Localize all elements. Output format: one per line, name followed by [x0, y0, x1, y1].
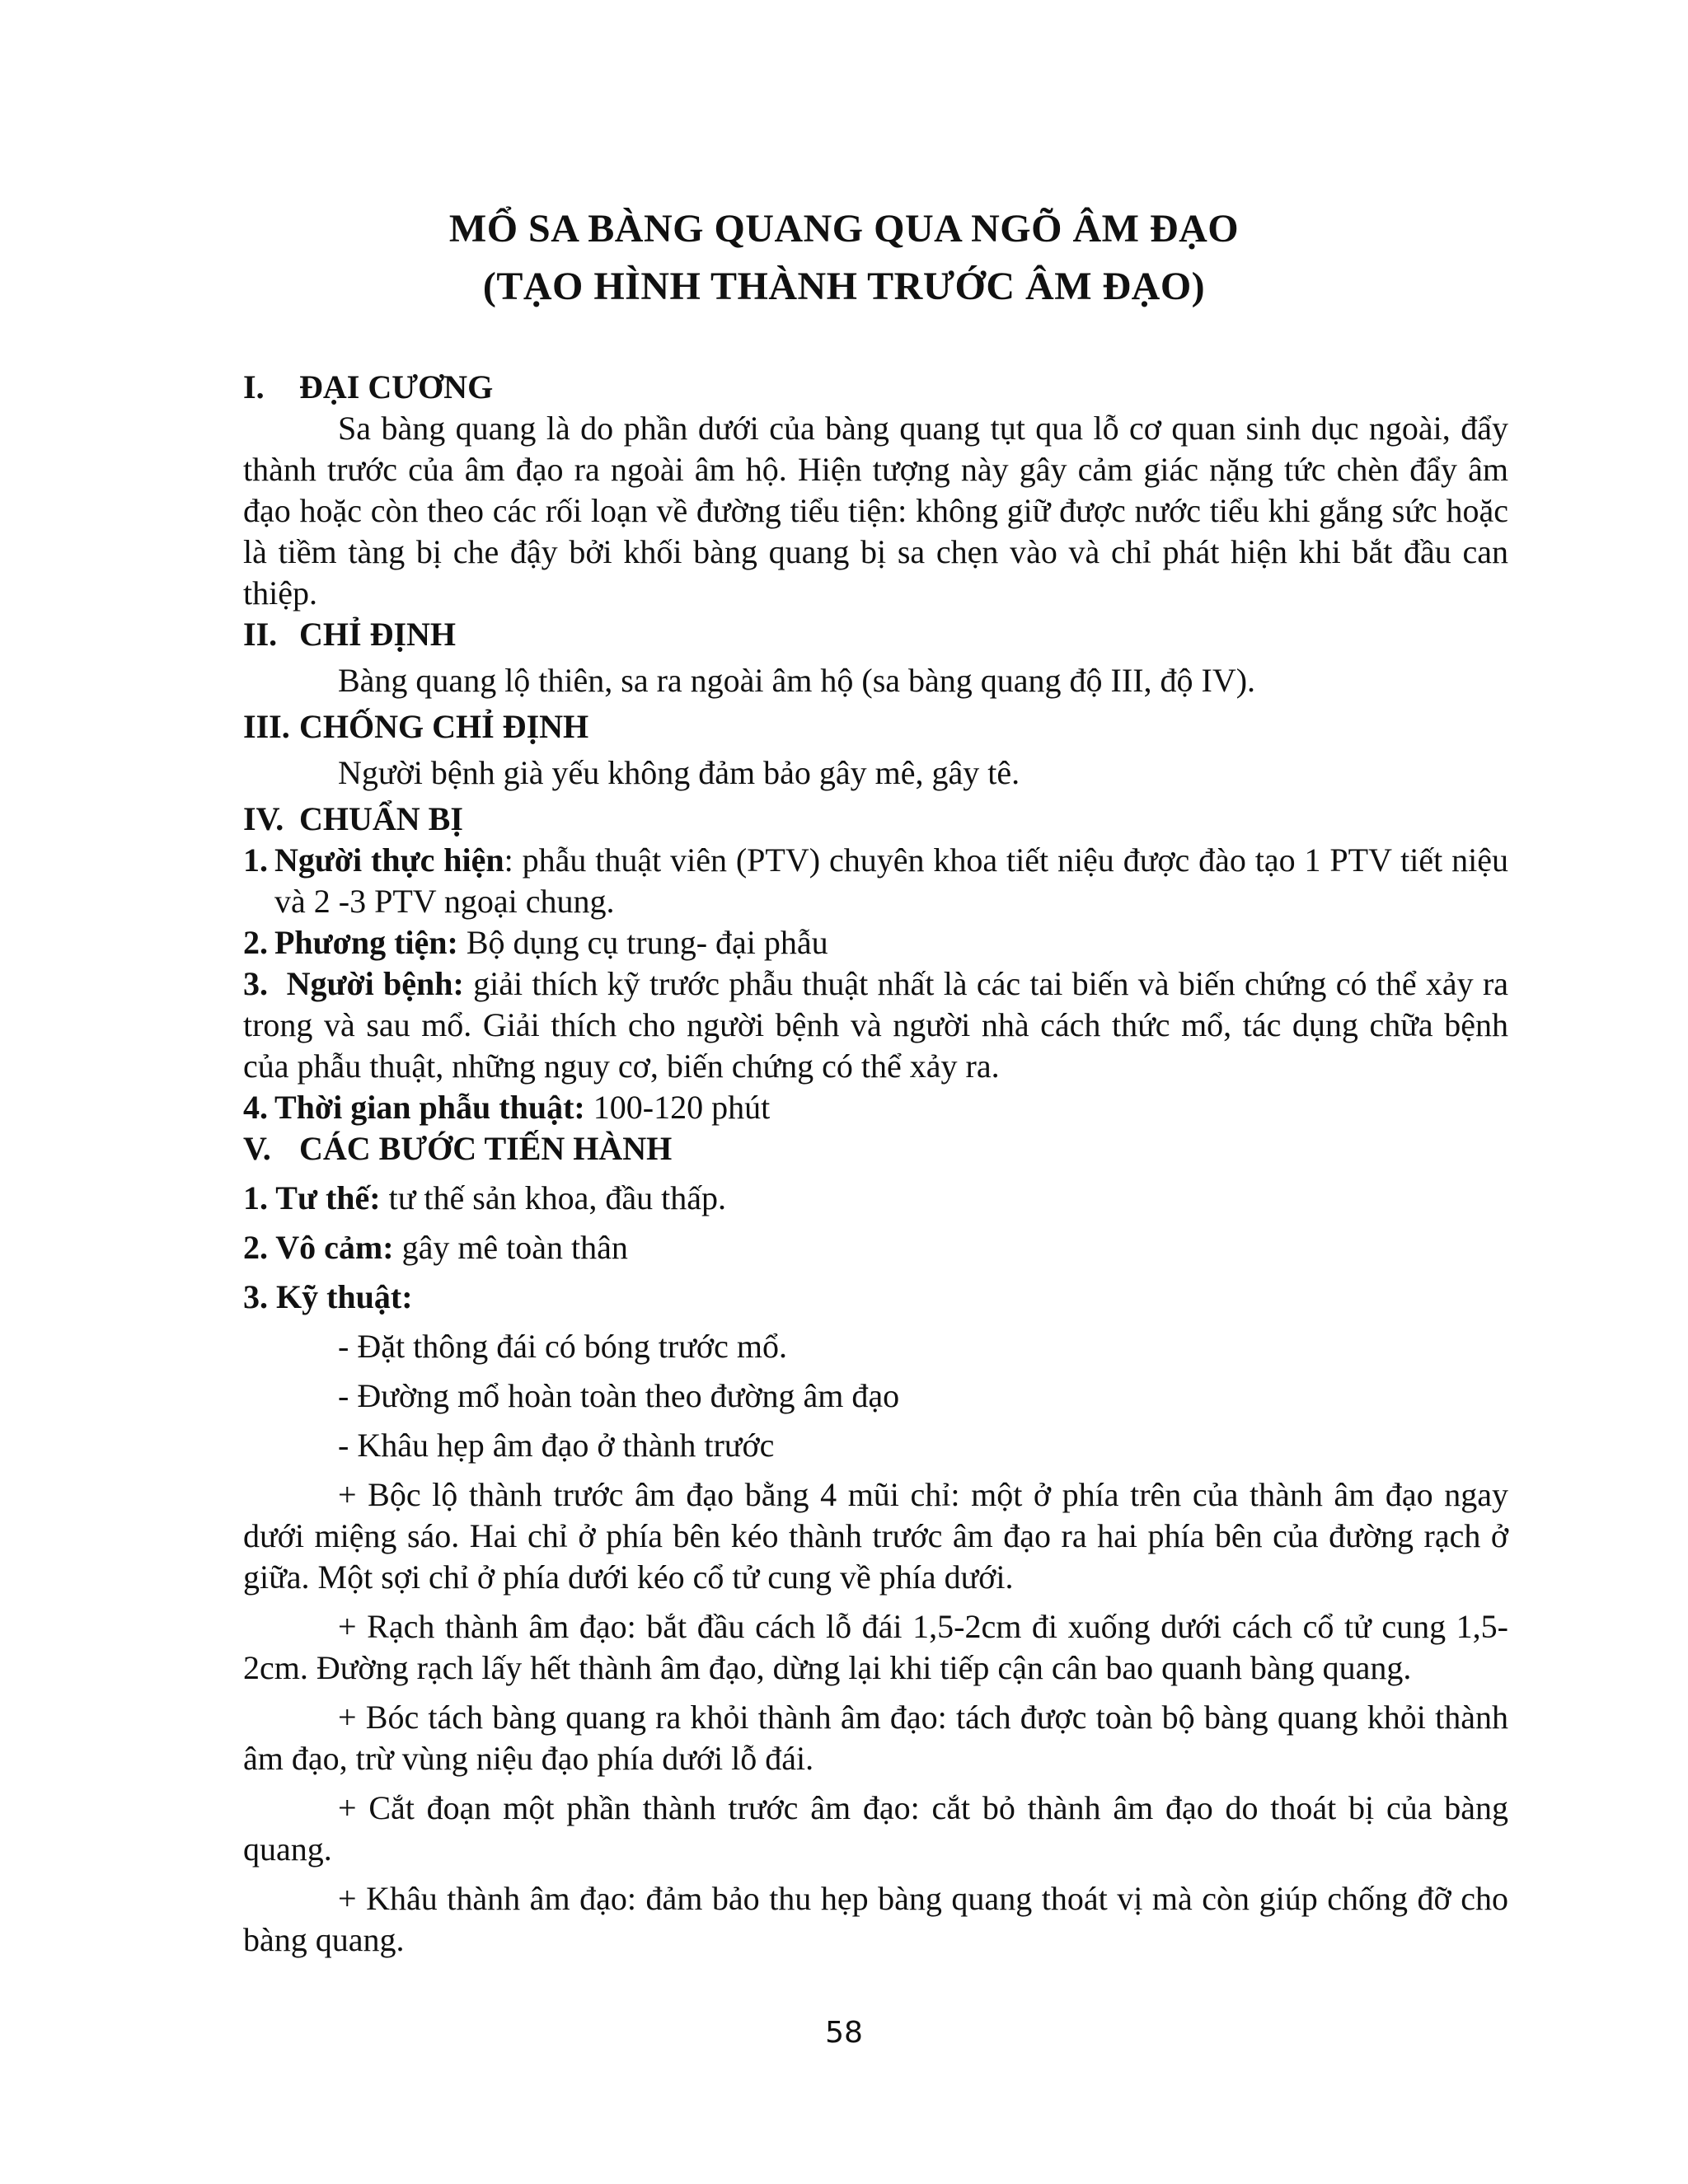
page-title-line-2: (TẠO HÌNH THÀNH TRƯỚC ÂM ĐẠO) — [482, 265, 1206, 308]
section-heading-dai-cuong — [243, 367, 1508, 408]
section-number: III. — [243, 708, 290, 745]
item-label: Phương tiện: — [274, 924, 458, 961]
item-separator: : — [504, 841, 523, 879]
section-number: IV. — [243, 800, 284, 837]
item-label: Người bệnh: — [286, 965, 464, 1002]
item-text: Bộ dụng cụ trung- đại phẫu — [466, 924, 828, 961]
item-number: 4. — [243, 1089, 268, 1126]
list-item — [243, 840, 1508, 922]
list-item — [243, 963, 1508, 1087]
section-number: II. — [243, 616, 278, 653]
page-title-line-1: MỔ SA BÀNG QUANG QUA NGÕ ÂM ĐẠO — [448, 207, 1240, 251]
step-text: gây mê toàn thân — [393, 1229, 628, 1266]
paragraph-chi-dinh: Bàng quang lộ thiên, sa ra ngoài âm hộ (sa bàng quang độ III, độ IV). — [338, 662, 1256, 699]
item-text: phẫu thuật viên (PTV) chuyên khoa tiết niệu được đào tạo 1 PTV tiết niệu và 2 -3 PTV ngoại chung. — [274, 841, 1508, 920]
item-text: giải thích kỹ trước phẫu thuật nhất là các tai biến và biến chứng có thể xảy ra trong và sau mổ. Giải thích cho người bệnh và người nhà cách thức mổ, tác dụng chữa bệnh của phẫu thuật, những nguy cơ, biến chứng có thể xảy ra. — [243, 965, 1509, 1085]
section-number: V. — [243, 1130, 271, 1167]
section-title: ĐẠI CƯƠNG — [299, 368, 494, 405]
document-body — [243, 367, 1508, 1961]
paragraph-chong-chi-dinh: Người bệnh già yếu không đảm bảo gây mê, gây tê. — [338, 754, 1020, 791]
item-separator — [464, 965, 473, 1002]
list-item — [243, 922, 1508, 963]
item-separator — [585, 1089, 593, 1126]
page-number: 58 — [825, 2016, 863, 2050]
section-heading-chong-chi-dinh — [243, 706, 1508, 748]
section-heading-cac-buoc-tien-hanh — [243, 1128, 1508, 1169]
dash-item: - Đặt thông đái có bóng trước mổ. — [338, 1328, 787, 1365]
paragraph-dai-cuong: Sa bàng quang là do phần dưới của bàng quang tụt qua lỗ cơ quan sinh dục ngoài, đẩy thành trước của âm đạo ra ngoài âm hộ. Hiện tượng này gây cảm giác nặng tức chèn đẩy âm đạo hoặc còn theo các rối loạn về đường tiểu tiện: không giữ được nước tiểu khi gắng sức hoặc là tiềm tàng bị che đậy bởi khối bàng quang bị sa chẹn vào và chỉ phát hiện khi bắt đầu can thiệp. — [243, 410, 1508, 612]
step-label: 3. Kỹ thuật: — [243, 1278, 413, 1315]
item-number: 1. — [243, 841, 268, 879]
step-text: tư thế sản khoa, đầu thấp. — [380, 1179, 726, 1216]
step-vo-cam — [243, 1227, 1508, 1268]
item-body — [274, 1087, 1508, 1128]
step-label: 1. Tư thế: — [243, 1179, 381, 1216]
step-tu-the — [243, 1178, 1508, 1219]
item-number: 2. — [243, 924, 268, 961]
plus-item: + Khâu thành âm đạo: đảm bảo thu hẹp bàng quang thoát vị mà còn giúp chống đỡ cho bàng quang. — [243, 1880, 1508, 1958]
item-number: 3. — [243, 965, 268, 1002]
section-number: I. — [243, 368, 265, 405]
item-label: Người thực hiện — [274, 841, 504, 879]
plus-item: + Cắt đoạn một phần thành trước âm đạo: cắt bỏ thành âm đạo do thoát bị của bàng quang. — [243, 1789, 1508, 1868]
section-title: CHUẨN BỊ — [299, 800, 463, 837]
plus-item: + Bộc lộ thành trước âm đạo bằng 4 mũi chỉ: một ở phía trên của thành âm đạo ngay dưới miệng sáo. Hai chỉ ở phía bên kéo thành trước âm đạo ra hai phía bên của đường rạch ở giữa. Một sợi chỉ ở phía dưới kéo cổ tử cung về phía dưới. — [243, 1476, 1508, 1596]
section-title: CHỈ ĐỊNH — [299, 616, 457, 653]
item-body — [274, 840, 1508, 922]
section-heading-chi-dinh — [243, 614, 1508, 655]
section-heading-chuan-bi — [243, 799, 1508, 840]
dash-item: - Khâu hẹp âm đạo ở thành trước — [338, 1427, 775, 1464]
item-label: Thời gian phẫu thuật: — [274, 1089, 585, 1126]
step-label: 2. Vô cảm: — [243, 1229, 394, 1266]
step-ky-thuat — [243, 1277, 1508, 1318]
list-item — [243, 1087, 1508, 1128]
item-text: 100-120 phút — [593, 1089, 771, 1126]
item-body — [274, 922, 1508, 963]
item-separator — [458, 924, 467, 961]
dash-item: - Đường mổ hoàn toàn theo đường âm đạo — [338, 1377, 900, 1414]
section-title: CHỐNG CHỈ ĐỊNH — [299, 708, 589, 745]
plus-item: + Rạch thành âm đạo: bắt đầu cách lỗ đái 1,5-2cm đi xuống dưới cách cổ tử cung 1,5-2cm. Đường rạch lấy hết thành âm đạo, dừng lại khi tiếp cận cân bao quanh bàng quang. — [243, 1608, 1508, 1686]
plus-item: + Bóc tách bàng quang ra khỏi thành âm đạo: tách được toàn bộ bàng quang khỏi thành âm đạo, trừ vùng niệu đạo phía dưới lỗ đái. — [243, 1699, 1508, 1777]
section-title: CÁC BƯỚC TIẾN HÀNH — [299, 1130, 673, 1167]
